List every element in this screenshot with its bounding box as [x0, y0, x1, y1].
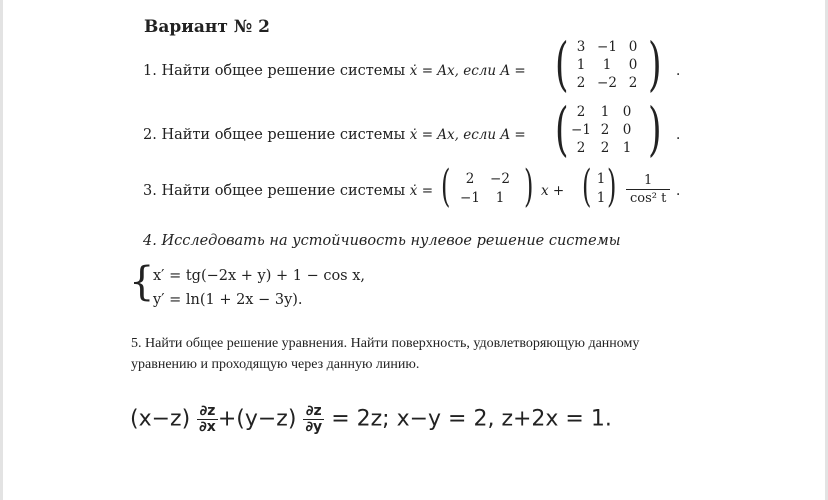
task3-fraction-denominator: cos² t: [630, 191, 667, 206]
task4-equation-2: y′ = ln(1 + 2x − 3y).: [153, 292, 303, 308]
task3-text: 3. Найти общее решение системы ẋ =: [143, 183, 434, 199]
task2-period: .: [676, 127, 681, 143]
task2-matrix-cell-2-2: 1: [622, 140, 632, 156]
dz-dx-denominator: ∂x: [199, 419, 216, 435]
task3-vector: [594, 170, 608, 208]
system-brace: {: [129, 259, 155, 305]
task5-line-2: уравнению и проходящую через данную линию.: [131, 357, 420, 372]
task5-eq-b: +(y−z): [217, 406, 297, 432]
task2-left-paren: (: [555, 95, 569, 163]
task1-text: 1. Найти общее решение системы ẋ = Ax, если A =: [143, 63, 526, 79]
task3-matrix-cell-0-1: −2: [490, 171, 510, 187]
task3-matrix-left-paren: (: [441, 161, 451, 212]
left-border: [0, 0, 3, 500]
task2-matrix-cell-1-1: 2: [600, 122, 610, 138]
task2-matrix-cell-1-2: 0: [622, 122, 632, 138]
dz-dy-fraction: [303, 404, 324, 435]
task3-fraction: [626, 172, 670, 207]
task1-matrix-cell-1-0: 1: [576, 57, 586, 73]
task1-left-paren: (: [555, 30, 569, 98]
task2-matrix-cell-0-2: 0: [622, 104, 632, 120]
task3-vector-cell-0-0: 1: [596, 171, 606, 187]
task1-matrix-cell-2-1: −2: [597, 75, 617, 91]
task3-matrix-cell-0-0: 2: [465, 171, 475, 187]
task3-matrix-cell-1-1: 1: [495, 190, 505, 206]
task5-line-1: 5. Найти общее решение уравнения. Найти поверхность, удовлетворяющую данному: [131, 336, 640, 351]
task3-matrix-right-paren: ): [524, 161, 534, 212]
task2-matrix-cell-0-0: 2: [576, 104, 586, 120]
dz-dx-numerator: ∂z: [197, 404, 218, 420]
task3-matrix: [458, 170, 518, 208]
task4-equation-1: x′ = tg(−2x + y) + 1 − cos x,: [153, 268, 366, 284]
task1-matrix-cell-2-0: 2: [576, 75, 586, 91]
dz-dy-denominator: ∂y: [305, 419, 323, 435]
task2-matrix-cell-1-0: −1: [571, 122, 591, 138]
task1-matrix-cell-0-1: −1: [597, 39, 617, 55]
task2-text: 2. Найти общее решение системы ẋ = Ax, если A =: [143, 127, 526, 143]
variant-title: Вариант № 2: [144, 17, 271, 37]
task1-period: .: [676, 63, 681, 79]
task2-matrix-cell-2-0: 2: [576, 140, 586, 156]
task2-matrix-cell-0-1: 1: [600, 104, 610, 120]
task3-fraction-numerator: 1: [626, 172, 670, 190]
task5-equation: [130, 404, 612, 435]
dz-dy-numerator: ∂z: [303, 404, 324, 420]
task1-matrix-cell-0-0: 3: [576, 39, 586, 55]
task1-matrix-cell-1-2: 0: [628, 57, 638, 73]
task2-matrix: [568, 103, 638, 157]
task3-mid: x +: [541, 183, 565, 199]
task3-vector-cell-1-0: 1: [596, 190, 606, 206]
task5-eq-c: = 2z; x−y = 2, z+2x = 1.: [331, 406, 612, 432]
task1-matrix-cell-0-2: 0: [628, 39, 638, 55]
task1-matrix: [570, 38, 644, 92]
task3-vector-left-paren: (: [582, 161, 592, 212]
task2-matrix-cell-2-1: 2: [600, 140, 610, 156]
task5-eq-a: (x−z): [130, 406, 191, 432]
task1-matrix-cell-1-1: 1: [602, 57, 612, 73]
task3-vector-right-paren: ): [607, 161, 617, 212]
task3-matrix-cell-1-0: −1: [460, 190, 480, 206]
task4-text: 4. Исследовать на устойчивость нулевое решение системы: [143, 233, 621, 249]
task1-right-paren: ): [648, 30, 662, 98]
task2-right-paren: ): [648, 95, 662, 163]
task1-matrix-cell-2-2: 2: [628, 75, 638, 91]
task3-period: .: [676, 183, 681, 199]
dz-dx-fraction: [197, 404, 218, 435]
